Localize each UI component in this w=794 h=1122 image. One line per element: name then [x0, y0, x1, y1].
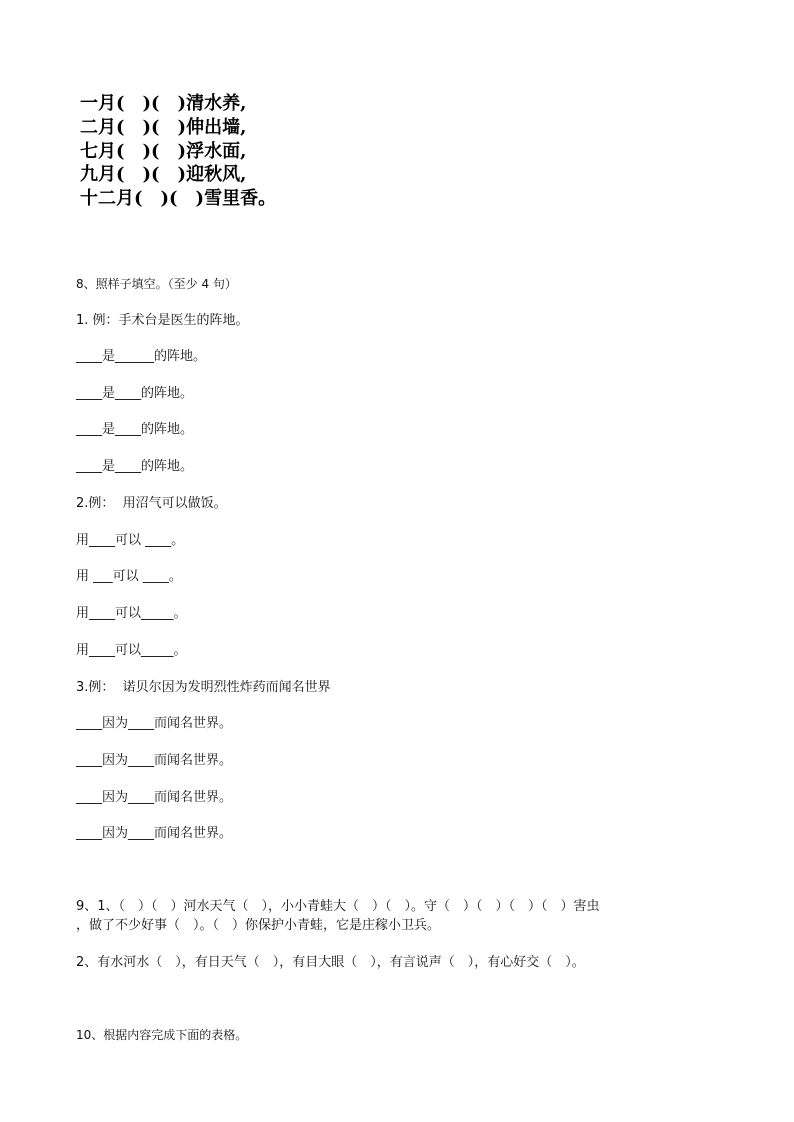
fill-blank-line: ____因为____而闻名世界。 [76, 790, 233, 805]
poem-line: 十二月( )( )雪里香。 [80, 188, 277, 209]
poem-line: 七月( )( )浮水面, [80, 141, 247, 162]
fill-blank-line: 用 ___可以 ____。 [76, 569, 182, 584]
question-line: 2、有水河水（ ），有日天气（ ），有目大眼（ ），有言说声（ ），有心好交（ ）。 [76, 955, 585, 970]
fill-blank-line: 用____可以_____。 [76, 606, 187, 621]
fill-blank-line: 用____可以_____。 [76, 643, 187, 658]
fill-blank-line: ____是____的阵地。 [76, 386, 194, 401]
fill-blank-line: ____是______的阵地。 [76, 349, 207, 364]
poem-line: 二月( )( )伸出墙, [80, 117, 247, 138]
fill-blank-line: ____因为____而闻名世界。 [76, 753, 233, 768]
fill-blank-line: ____是____的阵地。 [76, 422, 194, 437]
poem-line: 九月( )( )迎秋风, [80, 164, 247, 185]
section-heading: 8、照样子填空。（至少 4 句） [76, 277, 237, 291]
fill-blank-line: ____是____的阵地。 [76, 459, 194, 474]
example-sentence: 2.例： 用沼气可以做饭。 [76, 496, 227, 511]
example-sentence: 3.例： 诺贝尔因为发明烈性炸药而闻名世界 [76, 680, 331, 695]
fill-blank-line: 用____可以 ____。 [76, 533, 185, 548]
poem-line: 一月( )( )清水养, [80, 93, 247, 114]
fill-blank-line: ____因为____而闻名世界。 [76, 826, 233, 841]
question-line: 9、1、（ ）（ ）河水天气（ ），小小青蛙大（ ）（ ）。守（ ）（ ）（ ）（ ）害虫 [76, 899, 600, 914]
example-sentence: 1. 例：手术台是医生的阵地。 [76, 313, 249, 328]
question-line: ，做了不少好事（ ）。（ ）你保护小青蛙，它是庄稼小卫兵。 [76, 918, 441, 933]
fill-blank-line: ____因为____而闻名世界。 [76, 716, 233, 731]
section-heading: 10、根据内容完成下面的表格。 [76, 1028, 248, 1042]
